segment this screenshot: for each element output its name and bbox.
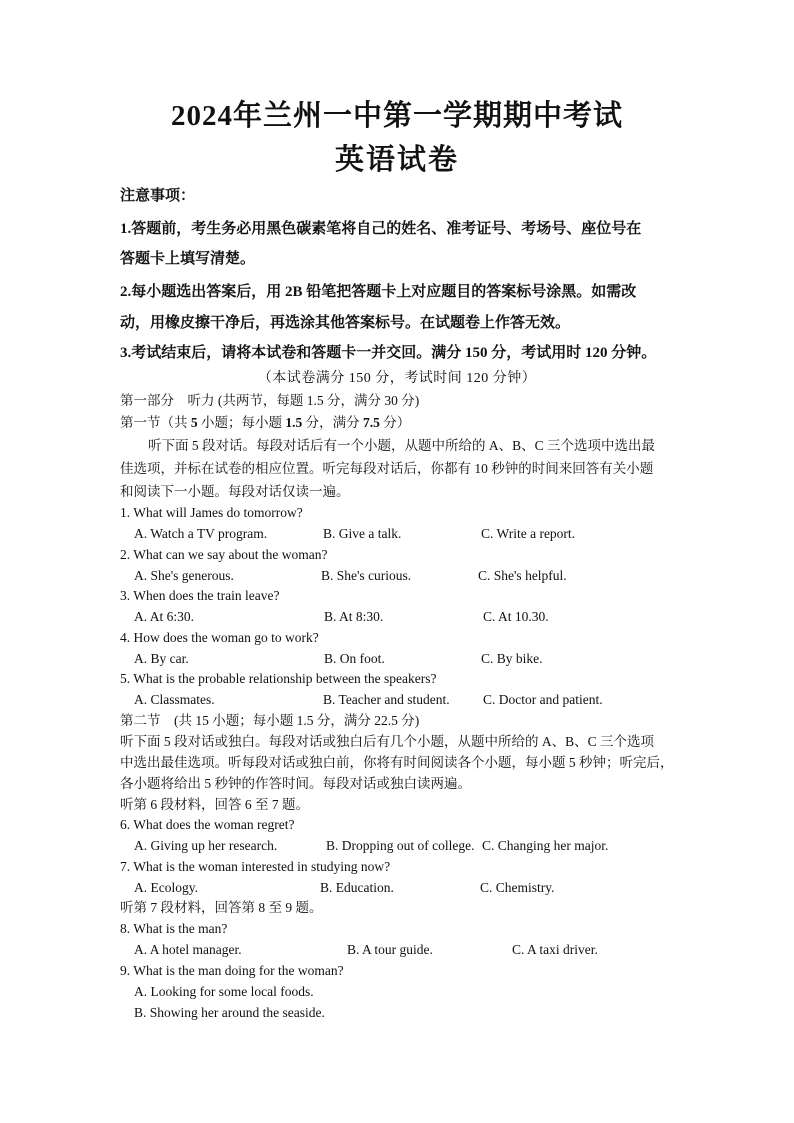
q9-option-b: B. Showing her around the seaside. bbox=[134, 1005, 325, 1020]
note-item-2a: 2.每小题选出答案后，用 2B 铅笔把答题卡上对应题目的答案标号涂黑。如需改 bbox=[120, 284, 637, 300]
q7-option-b: B. Education. bbox=[320, 880, 394, 895]
q4-option-a: A. By car. bbox=[134, 651, 189, 666]
exam-title: 2024年兰州一中第一学期期中考试 bbox=[170, 100, 623, 132]
note-item-1b: 答题卡上填写清楚。 bbox=[120, 251, 256, 267]
question-6: 6. What does the woman regret? bbox=[120, 817, 295, 832]
question-5: 5. What is the probable relationship between the speakers? bbox=[120, 671, 437, 686]
q6-option-c: C. Changing her major. bbox=[482, 838, 609, 853]
section2-intro-2: 中选出最佳选项。听每段对话或独白前，你将有时间阅读各个小题，每小题 5 秒钟；听完后， bbox=[120, 755, 674, 770]
q1-option-c: C. Write a report. bbox=[481, 526, 576, 541]
q7-option-c: C. Chemistry. bbox=[480, 880, 555, 895]
note-item-3: 3.考试结束后，请将本试卷和答题卡一并交回。满分 150 分，考试用时 120 分钟。 bbox=[120, 345, 657, 361]
exam-subtitle: （本试卷满分 150 分，考试时间 120 分钟） bbox=[257, 371, 537, 386]
q8-option-c: C. A taxi driver. bbox=[512, 942, 598, 957]
section1-intro-1: 听下面 5 段对话。每段对话后有一个小题，从题中所给的 A、B、C 三个选项中选出最 bbox=[148, 438, 656, 453]
q2-option-a: A. She's generous. bbox=[134, 568, 234, 583]
section1-intro-3: 和阅读下一小题。每段对话仅读一遍。 bbox=[120, 484, 350, 499]
material-6-instruction: 听第 6 段材料，回答 6 至 7 题。 bbox=[120, 797, 309, 812]
q2-option-b: B. She's curious. bbox=[321, 568, 412, 583]
q1-option-b: B. Give a talk. bbox=[323, 526, 402, 541]
q6-option-b: B. Dropping out of college. bbox=[326, 838, 475, 853]
part1-heading: 第一部分 听力 (共两节，每题 1.5 分，满分 30 分) bbox=[120, 393, 420, 408]
section1-heading: 第一节（共 5 小题；每小题 1.5 分，满分 7.5 分） bbox=[120, 415, 411, 430]
note-item-1a: 1.答题前，考生务必用黑色碳素笔将自己的姓名、准考证号、考场号、座位号在 bbox=[120, 221, 642, 237]
note-item-2b: 动，用橡皮擦干净后，再选涂其他答案标号。在试题卷上作答无效。 bbox=[120, 315, 571, 331]
q2-option-c: C. She's helpful. bbox=[478, 568, 567, 583]
q1-option-a: A. Watch a TV program. bbox=[134, 526, 268, 541]
section2-intro-1: 听下面 5 段对话或独白。每段对话或独白后有几个小题，从题中所给的 A、B、C 三个选项 bbox=[120, 734, 655, 749]
q5-option-b: B. Teacher and student. bbox=[323, 692, 450, 707]
q8-option-b: B. A tour guide. bbox=[347, 942, 433, 957]
question-1: 1. What will James do tomorrow? bbox=[120, 505, 303, 520]
q4-option-b: B. On foot. bbox=[324, 651, 385, 666]
section2-intro-3: 各小题将给出 5 秒钟的作答时间。每段对话或独白读两遍。 bbox=[120, 776, 471, 791]
section2-heading: 第二节 (共 15 小题；每小题 1.5 分，满分 22.5 分) bbox=[120, 713, 420, 728]
q4-option-c: C. By bike. bbox=[481, 651, 543, 666]
exam-subject-title: 英语试卷 bbox=[334, 144, 459, 176]
q3-option-b: B. At 8:30. bbox=[324, 609, 384, 624]
question-8: 8. What is the man? bbox=[120, 921, 228, 936]
q6-option-a: A. Giving up her research. bbox=[134, 838, 278, 853]
question-3: 3. When does the train leave? bbox=[120, 588, 280, 603]
q5-option-a: A. Classmates. bbox=[134, 692, 215, 707]
q8-option-a: A. A hotel manager. bbox=[134, 942, 242, 957]
question-7: 7. What is the woman interested in studying now? bbox=[120, 859, 391, 874]
question-9: 9. What is the man doing for the woman? bbox=[120, 963, 344, 978]
q5-option-c: C. Doctor and patient. bbox=[483, 692, 603, 707]
q9-option-a: A. Looking for some local foods. bbox=[134, 984, 314, 999]
section1-intro-2: 佳选项，并标在试卷的相应位置。听完每段对话后，你都有 10 秒钟的时间来回答有关小题 bbox=[120, 461, 654, 476]
question-2: 2. What can we say about the woman? bbox=[120, 547, 328, 562]
question-4: 4. How does the woman go to work? bbox=[120, 630, 319, 645]
material-7-instruction: 听第 7 段材料，回答第 8 至 9 题。 bbox=[120, 900, 323, 915]
q7-option-a: A. Ecology. bbox=[134, 880, 198, 895]
q3-option-a: A. At 6:30. bbox=[134, 609, 195, 624]
q3-option-c: C. At 10.30. bbox=[483, 609, 549, 624]
notes-heading: 注意事项： bbox=[120, 188, 196, 204]
